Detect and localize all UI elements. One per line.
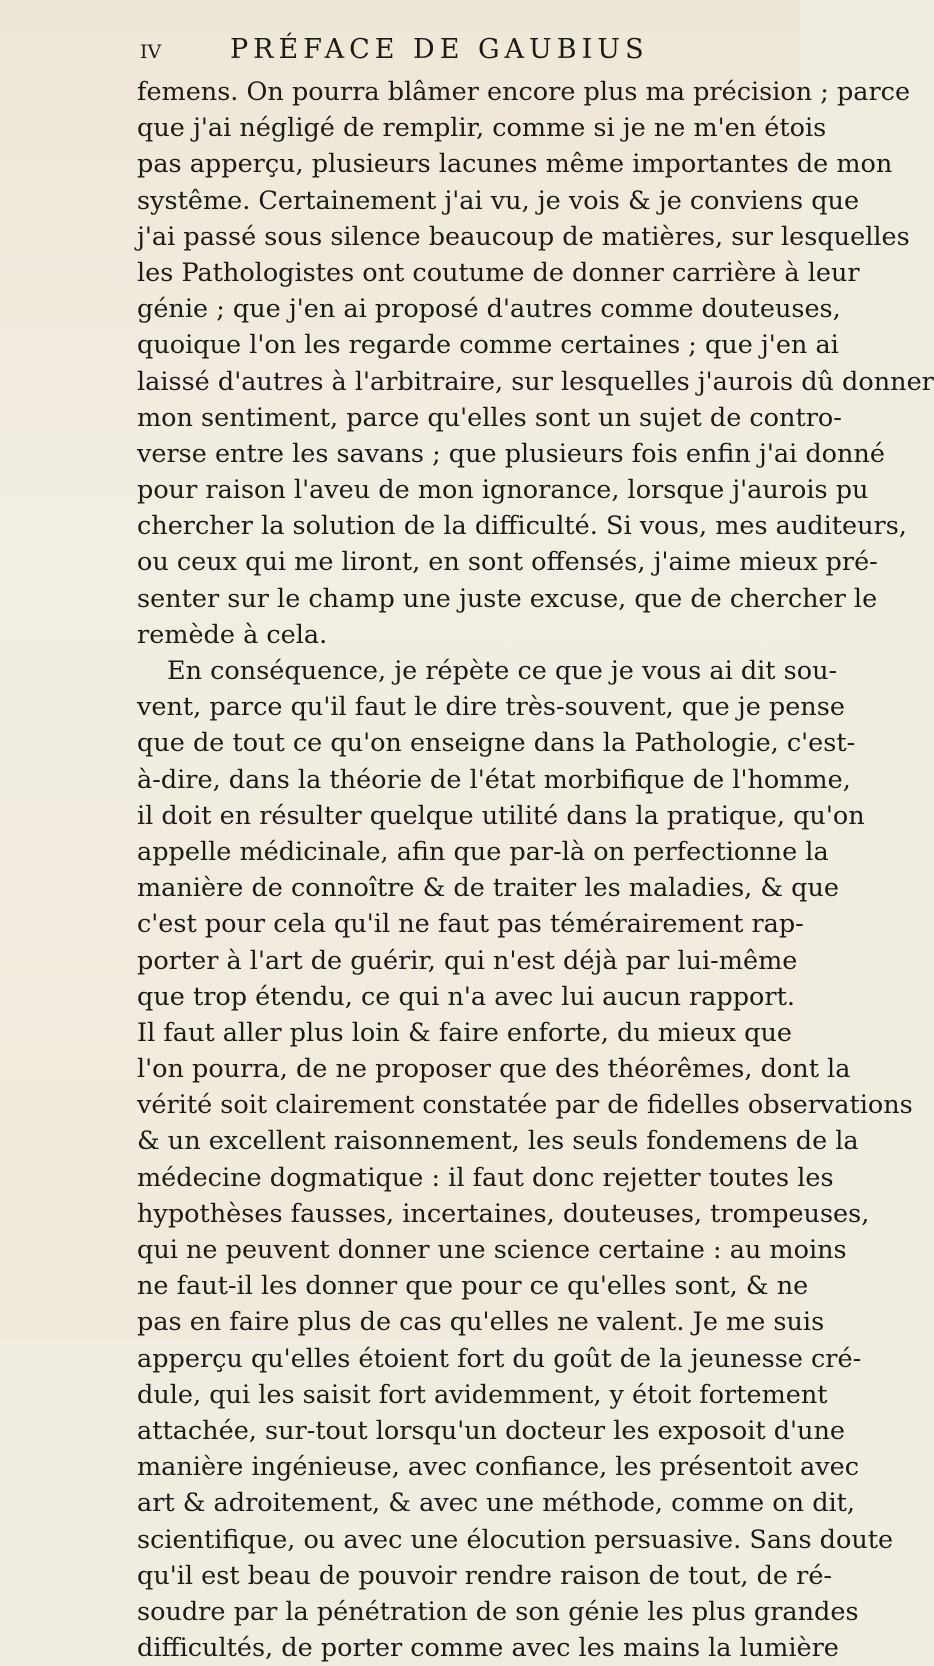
text-line: ne faut-il les donner que pour ce qu'elles sont, & ne [137, 1271, 809, 1302]
text-line: art & adroitement, & avec une méthode, comme on dit, [137, 1488, 856, 1519]
text-line: difficultés, de porter comme avec les mains la lumière [137, 1633, 839, 1664]
text-line-paragraph-start: En conséquence, je répète ce que je vous ai dit sou- [167, 656, 838, 686]
text-line: manière de connoître & de traiter les maladies, & que [137, 873, 840, 904]
text-line: & un excellent raisonnement, les seuls fondemens de la [137, 1126, 859, 1157]
page-number: iv [140, 34, 162, 65]
text-line: hypothèses fausses, incertaines, douteuses, trompeuses, [137, 1198, 870, 1229]
text-line: pour raison l'aveu de mon ignorance, lorsque j'aurois pu [137, 475, 869, 506]
text-line: manière ingénieuse, avec confiance, les présentoit avec [137, 1452, 860, 1483]
text-line: vérité soit clairement constatée par de fidelles observations [137, 1090, 913, 1121]
text-line: médecine dogmatique : il faut donc rejetter toutes les [137, 1162, 834, 1193]
body-text [137, 74, 934, 1666]
text-line: scientifique, ou avec une élocution persuasive. Sans doute [137, 1524, 894, 1555]
text-line: les Pathologistes ont coutume de donner carrière à leur [137, 257, 860, 288]
text-line: que de tout ce qu'on enseigne dans la Pathologie, c'est- [137, 728, 856, 759]
text-line: verse entre les savans ; que plusieurs fois enfin j'ai donné [137, 438, 885, 469]
text-line: chercher la solution de la difficulté. Si vous, mes auditeurs, [137, 511, 907, 542]
text-line: porter à l'art de guérir, qui n'est déjà par lui-même [137, 945, 798, 976]
text-line: c'est pour cela qu'il ne faut pas témérairement rap- [137, 909, 804, 940]
running-head-title: PRÉFACE DE GAUBIUS [230, 34, 649, 65]
text-line: attachée, sur-tout lorsqu'un docteur les exposoit d'une [137, 1415, 845, 1446]
text-line: j'ai passé sous silence beaucoup de matières, sur lesquelles [137, 221, 910, 252]
text-line: ou ceux qui me liront, en sont offensés, j'aime mieux pré- [137, 547, 878, 578]
text-line: soudre par la pénétration de son génie les plus grandes [137, 1596, 859, 1627]
text-line: à-dire, dans la théorie de l'état morbifique de l'homme, [137, 764, 851, 795]
text-line: l'on pourra, de ne proposer que des théorêmes, dont la [137, 1054, 851, 1085]
text-line: que trop étendu, ce qui n'a avec lui aucun rapport. [137, 981, 795, 1012]
text-line-paragraph-end: remède à cela. [137, 619, 328, 650]
text-line: que j'ai négligé de remplir, comme si je ne m'en étois [137, 113, 827, 144]
text-line: femens. On pourra blâmer encore plus ma précision ; parce [137, 77, 911, 107]
text-line: apperçu qu'elles étoient fort du goût de la jeunesse cré- [137, 1343, 862, 1374]
text-line: dule, qui les saisit fort avidemment, y étoit fortement [137, 1379, 828, 1410]
text-line: systême. Certainement j'ai vu, je vois & je conviens que [137, 185, 860, 216]
text-line: appelle médicinale, afin que par-là on perfectionne la [137, 836, 829, 867]
text-line: pas apperçu, plusieurs lacunes même importantes de mon [137, 149, 893, 180]
text-line: Il faut aller plus loin & faire enforte, du mieux que [137, 1017, 792, 1048]
text-line: pas en faire plus de cas qu'elles ne valent. Je me suis [137, 1307, 825, 1338]
text-line: quoique l'on les regarde comme certaines ; que j'en ai [137, 330, 839, 361]
running-head [140, 34, 760, 74]
text-line: vent, parce qu'il faut le dire très-souvent, que je pense [137, 692, 845, 723]
text-line: mon sentiment, parce qu'elles sont un sujet de contro- [137, 402, 842, 433]
text-line: génie ; que j'en ai proposé d'autres comme douteuses, [137, 294, 841, 325]
text-line: senter sur le champ une juste excuse, que de chercher le [137, 583, 878, 614]
text-line: qui ne peuvent donner une science certaine : au moins [137, 1235, 847, 1265]
text-line: qu'il est beau de pouvoir rendre raison de tout, de ré- [137, 1560, 833, 1591]
text-line: laissé d'autres à l'arbitraire, sur lesquelles j'aurois dû donner [137, 366, 934, 397]
text-line: il doit en résulter quelque utilité dans la pratique, qu'on [137, 800, 865, 831]
